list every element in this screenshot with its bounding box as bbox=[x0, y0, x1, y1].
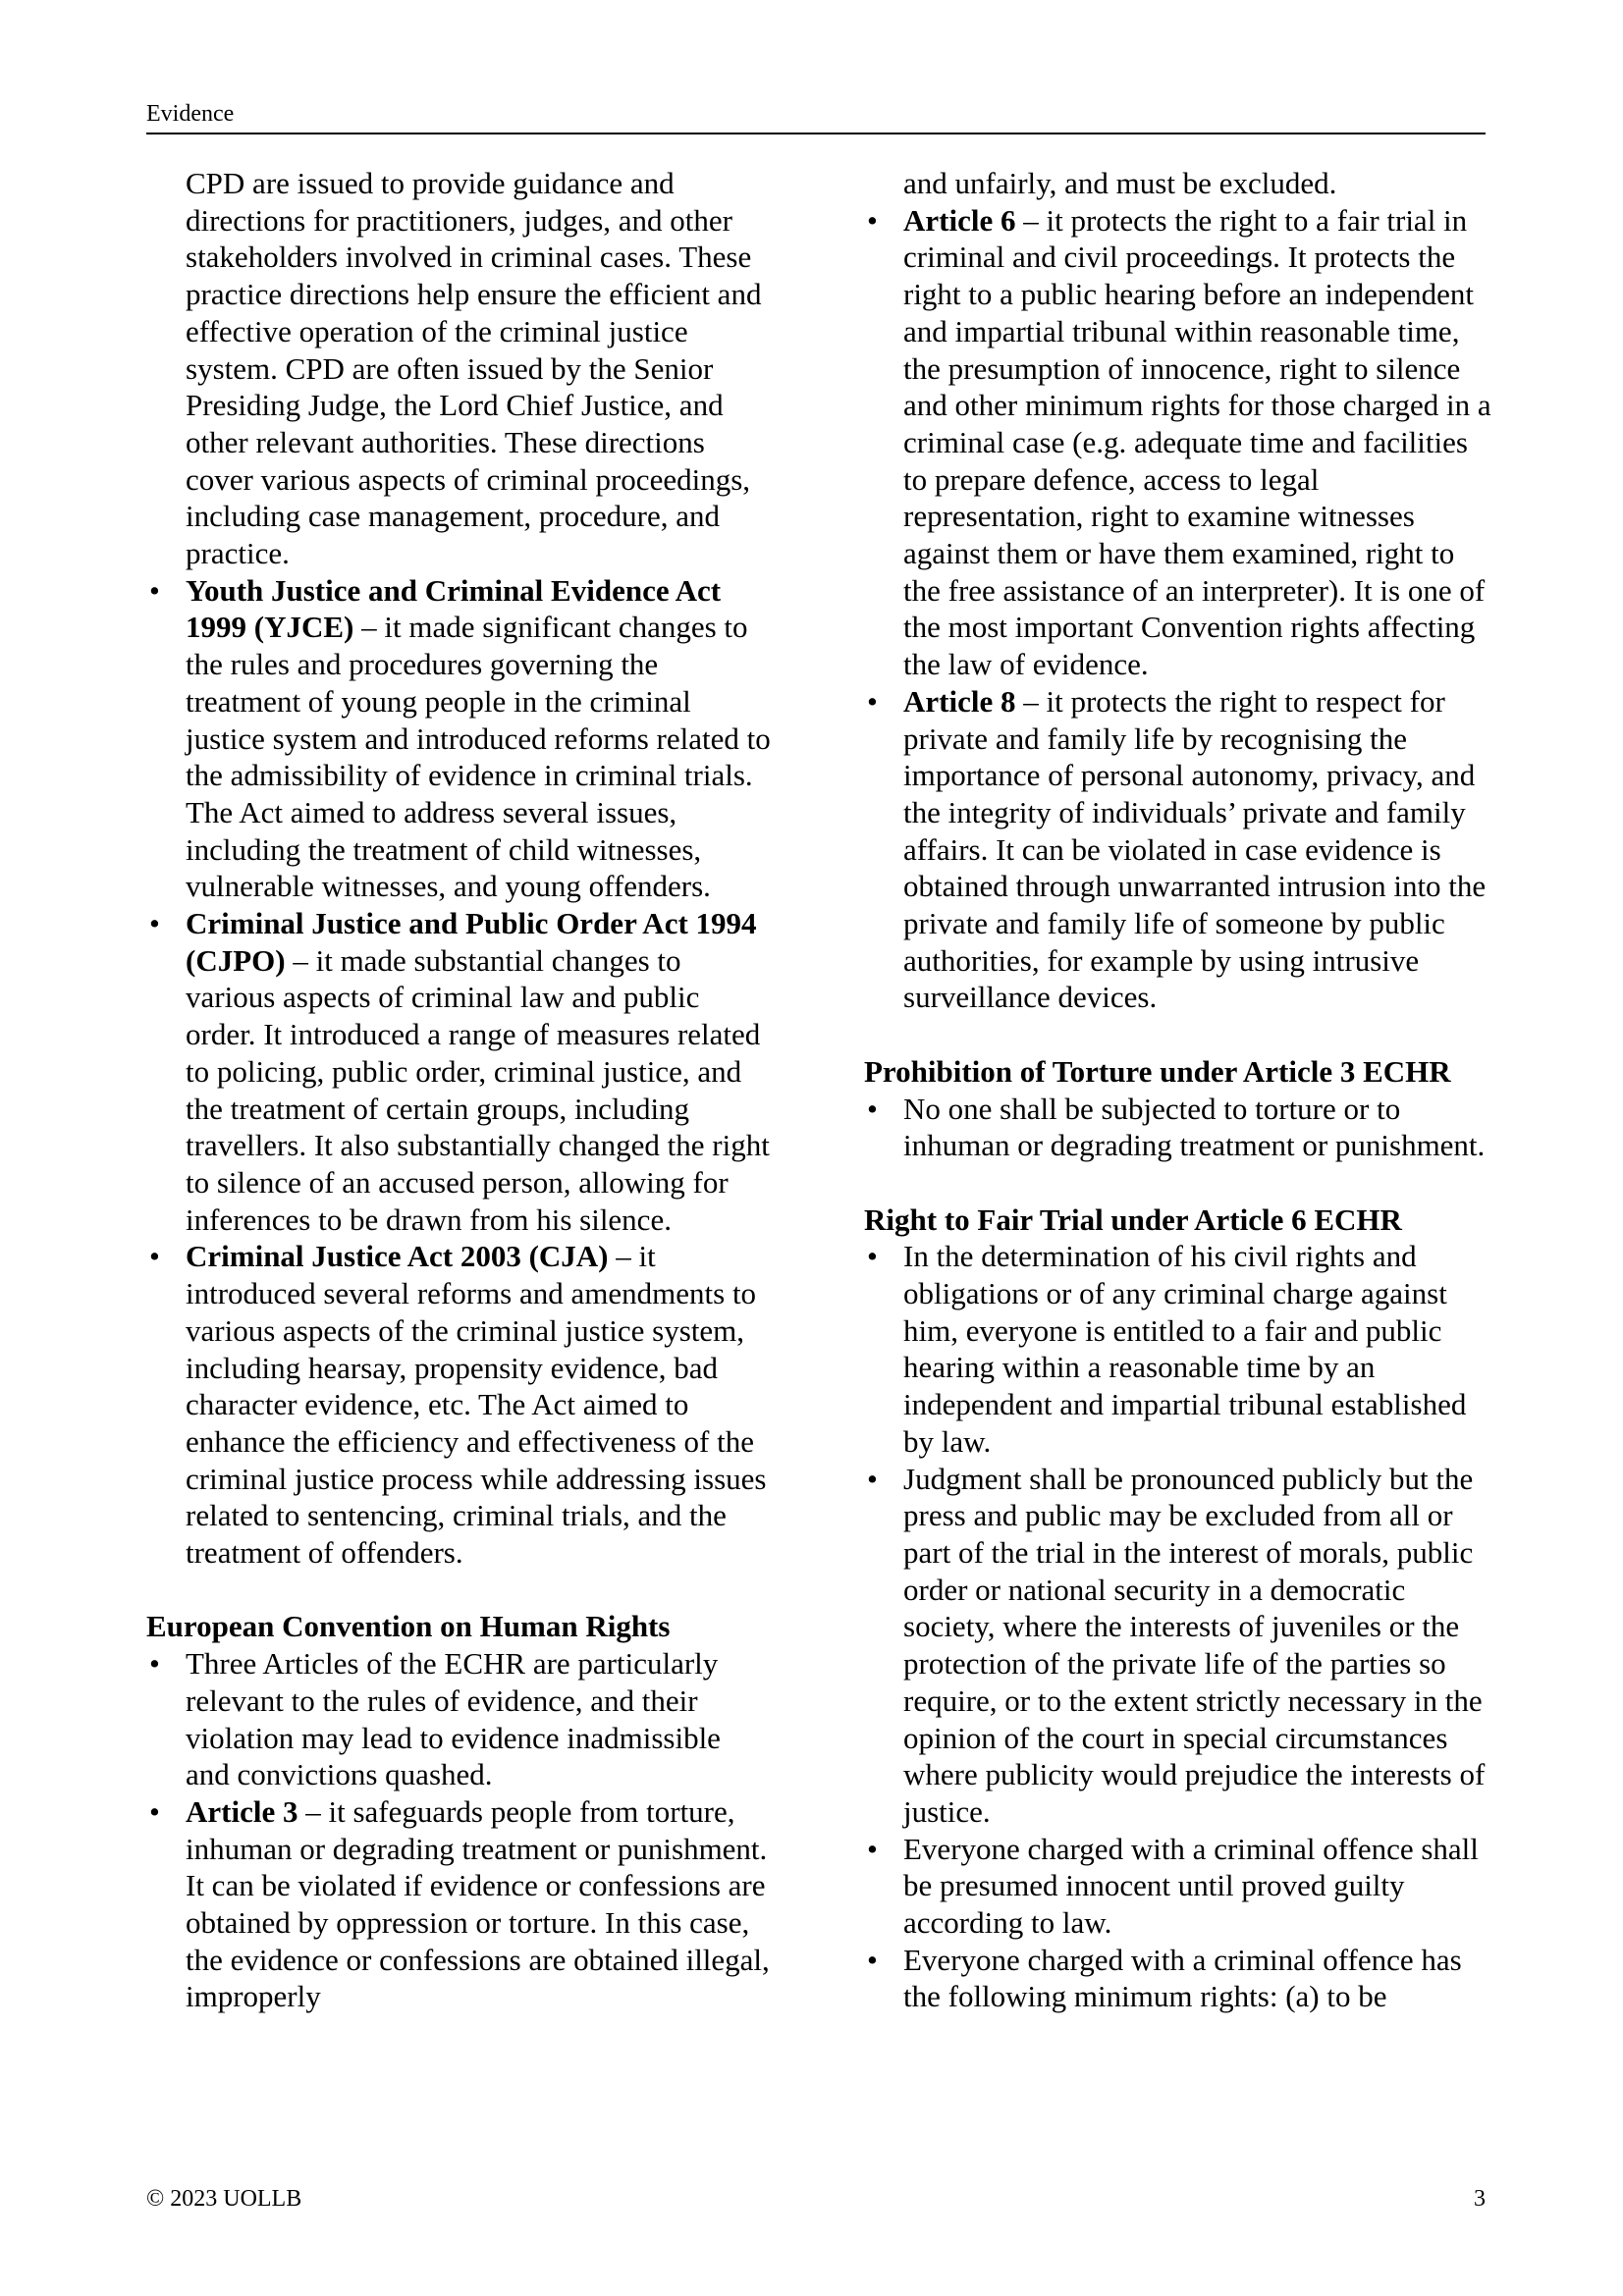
torture-heading: Prohibition of Torture under Article 3 ECHR bbox=[864, 1053, 1451, 1089]
article-description: – it protects the right to respect for private and family life by recognising the importance of personal autonomy, privacy, and the integrity of individuals’ private and family affairs. It can be violated in case evidence is obtained through unwarranted intrusion into the private and family life of someone by public authorities, for example by using intrusive surveillance devices. bbox=[903, 683, 1487, 1015]
echr-heading: European Convention on Human Rights bbox=[146, 1609, 671, 1644]
act-term: Criminal Justice and Public Order Act 1994 (CJPO) bbox=[186, 906, 757, 978]
list-item-echr-intro: • Three Articles of the ECHR are particularly relevant to the rules of evidence, and their violation may lead to evidence inadmissible and convictions quashed. bbox=[146, 1645, 771, 1793]
article-term: Article 6 bbox=[903, 202, 1016, 238]
articles-list bbox=[864, 202, 1492, 1016]
act-term: Criminal Justice Act 2003 (CJA) bbox=[186, 1239, 609, 1274]
right-column bbox=[864, 165, 1492, 2015]
article-description: – it protects the right to a fair trial in criminal and civil proceedings. It protects the right to a public hearing before an independent and impartial tribunal within reasonable time, the presumption of innocence, right to silence and other minimum rights for those charged in a criminal case (e.g. adequate time and facilities to prepare defence, access to legal representation, right to examine witnesses against them or have them examined, right to the free assistance of an interpreter). It is one of the most important Convention rights affecting the law of evidence. bbox=[903, 202, 1491, 682]
article-term: Article 3 bbox=[186, 1793, 298, 1829]
fair-trial-heading: Right to Fair Trial under Article 6 ECHR bbox=[864, 1201, 1402, 1237]
cpd-continuation-paragraph: CPD are issued to provide guidance and directions for practitioners, judges, and other stakeholders involved in criminal cases. These practice directions help ensure the efficient and effective operation of the criminal justice system. CPD are often issued by the Senior Presiding Judge, the Lord Chief Justice, and other relevant authorities. These directions cover various aspects of criminal proceedings, including case management, procedure, and practice. bbox=[186, 166, 762, 571]
list-item: • In the determination of his civil rights and obligations or of any criminal charge against him, everyone is entitled to a fair and public hearing within a reasonable time by an independent and impartial tribunal established by law. bbox=[864, 1238, 1492, 1460]
article-3-continuation: and unfairly, and must be excluded. bbox=[903, 166, 1337, 200]
torture-list bbox=[864, 1091, 1492, 1164]
list-item: • Everyone charged with a criminal offence has the following minimum rights: (a) to be bbox=[864, 1942, 1492, 2015]
act-term: Youth Justice and Criminal Evidence Act 1999 (YJCE) bbox=[186, 572, 722, 645]
article-term: Article 8 bbox=[903, 683, 1016, 719]
echr-list bbox=[146, 1645, 771, 2015]
fair-trial-list bbox=[864, 1238, 1492, 2015]
footer-copyright: © 2023 UOLLB bbox=[146, 2186, 302, 2212]
list-item: • No one shall be subjected to torture or to inhuman or degrading treatment or punishment. bbox=[864, 1091, 1492, 1164]
list-item-cja bbox=[146, 1238, 771, 1571]
list-item-cjpo bbox=[146, 905, 771, 1238]
act-description: – it made substantial changes to various aspects of criminal law and public order. It introduced a range of measures related to policing, public order, criminal justice, and the treatment of certain groups, including travellers. It also substantially changed the right to silence of an accused person, allowing for inferences to be drawn from his silence. bbox=[186, 942, 770, 1237]
list-item: • Judgment shall be pronounced publicly but the press and public may be excluded from all or part of the trial in the interest of morals, public order or national security in a democratic society, where the interests of juveniles or the protection of the private life of the parties so require, or to the extent strictly necessary in the opinion of the court in special circumstances where publicity would prejudice the interests of justice. bbox=[864, 1461, 1492, 1831]
act-description: – it made significant changes to the rules and procedures governing the treatment of young people in the criminal justice system and introduced reforms related to the admissibility of evidence in criminal trials. The Act aimed to address several issues, including the treatment of child witnesses, vulnerable witnesses, and young offenders. bbox=[186, 610, 771, 904]
list-item-article-6 bbox=[864, 202, 1492, 683]
act-description: – it introduced several reforms and amendments to various aspects of the criminal justice system, including hearsay, propensity evidence, bad character evidence, etc. The Act aimed to enhance the efficiency and effectiveness of the criminal justice process while addressing issues related to sentencing, criminal trials, and the treatment of offenders. bbox=[186, 1239, 767, 1571]
page-number: 3 bbox=[1474, 2186, 1486, 2212]
header-rule bbox=[146, 133, 1486, 134]
list-item-yjce bbox=[146, 572, 771, 905]
article-description: – it safeguards people from torture, inhuman or degrading treatment or punishment. It can be violated if evidence or confessions are obtained by oppression or torture. In this case, the evidence or confessions are obtained illegal, improperly bbox=[186, 1793, 770, 2014]
acts-list bbox=[146, 572, 771, 1572]
list-item-article-8 bbox=[864, 683, 1492, 1016]
running-header: Evidence bbox=[146, 101, 235, 127]
list-item: • Everyone charged with a criminal offence shall be presumed innocent until proved guilty according to law. bbox=[864, 1831, 1492, 1942]
list-item-article-3 bbox=[146, 1793, 771, 2015]
left-column bbox=[146, 165, 771, 2015]
